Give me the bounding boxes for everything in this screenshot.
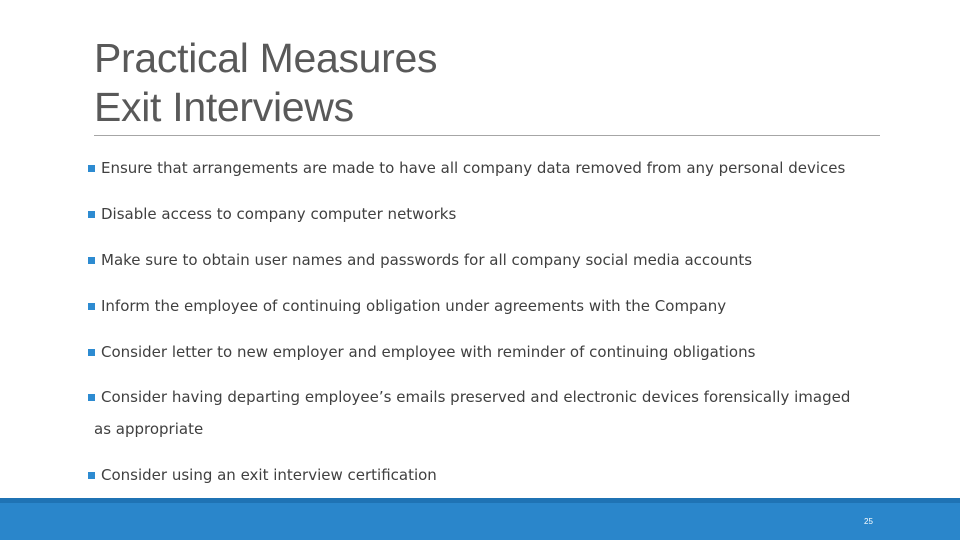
bullet-text: Disable access to company computer networks bbox=[101, 205, 457, 223]
bullet-item bbox=[88, 381, 888, 445]
bullet-text: Consider using an exit interview certification bbox=[101, 466, 437, 484]
bullet-text: Ensure that arrangements are made to have all company data removed from any personal devices bbox=[101, 159, 846, 177]
footer-bar bbox=[0, 498, 960, 540]
title-line-2: Exit Interviews bbox=[94, 84, 354, 130]
bullet-item bbox=[88, 290, 888, 322]
bullet-square-icon bbox=[88, 257, 95, 264]
bullet-square-icon bbox=[88, 211, 95, 218]
bullet-text: Consider letter to new employer and employee with reminder of continuing obligations bbox=[101, 343, 756, 361]
bullet-square-icon bbox=[88, 394, 95, 401]
title-divider bbox=[94, 135, 880, 136]
bullet-square-icon bbox=[88, 349, 95, 356]
title-line-1: Practical Measures bbox=[94, 35, 438, 81]
bullet-item bbox=[88, 198, 888, 230]
bullet-text: Make sure to obtain user names and passwords for all company social media accounts bbox=[101, 251, 753, 269]
bullet-square-icon bbox=[88, 303, 95, 310]
bullet-text: Consider having departing employee’s emails preserved and electronic devices forensically imaged bbox=[101, 388, 851, 406]
bullet-item bbox=[88, 152, 888, 184]
bullet-item bbox=[88, 459, 888, 491]
bullet-text: Inform the employee of continuing obligation under agreements with the Company bbox=[101, 297, 727, 315]
bullet-item bbox=[88, 336, 888, 368]
bullet-square-icon bbox=[88, 472, 95, 479]
page-number: 25 bbox=[864, 517, 873, 526]
bullet-item bbox=[88, 244, 888, 276]
bullet-text-continuation: as appropriate bbox=[94, 420, 204, 438]
bullet-square-icon bbox=[88, 165, 95, 172]
footer-stripe bbox=[0, 498, 960, 503]
slide-title bbox=[94, 34, 437, 132]
